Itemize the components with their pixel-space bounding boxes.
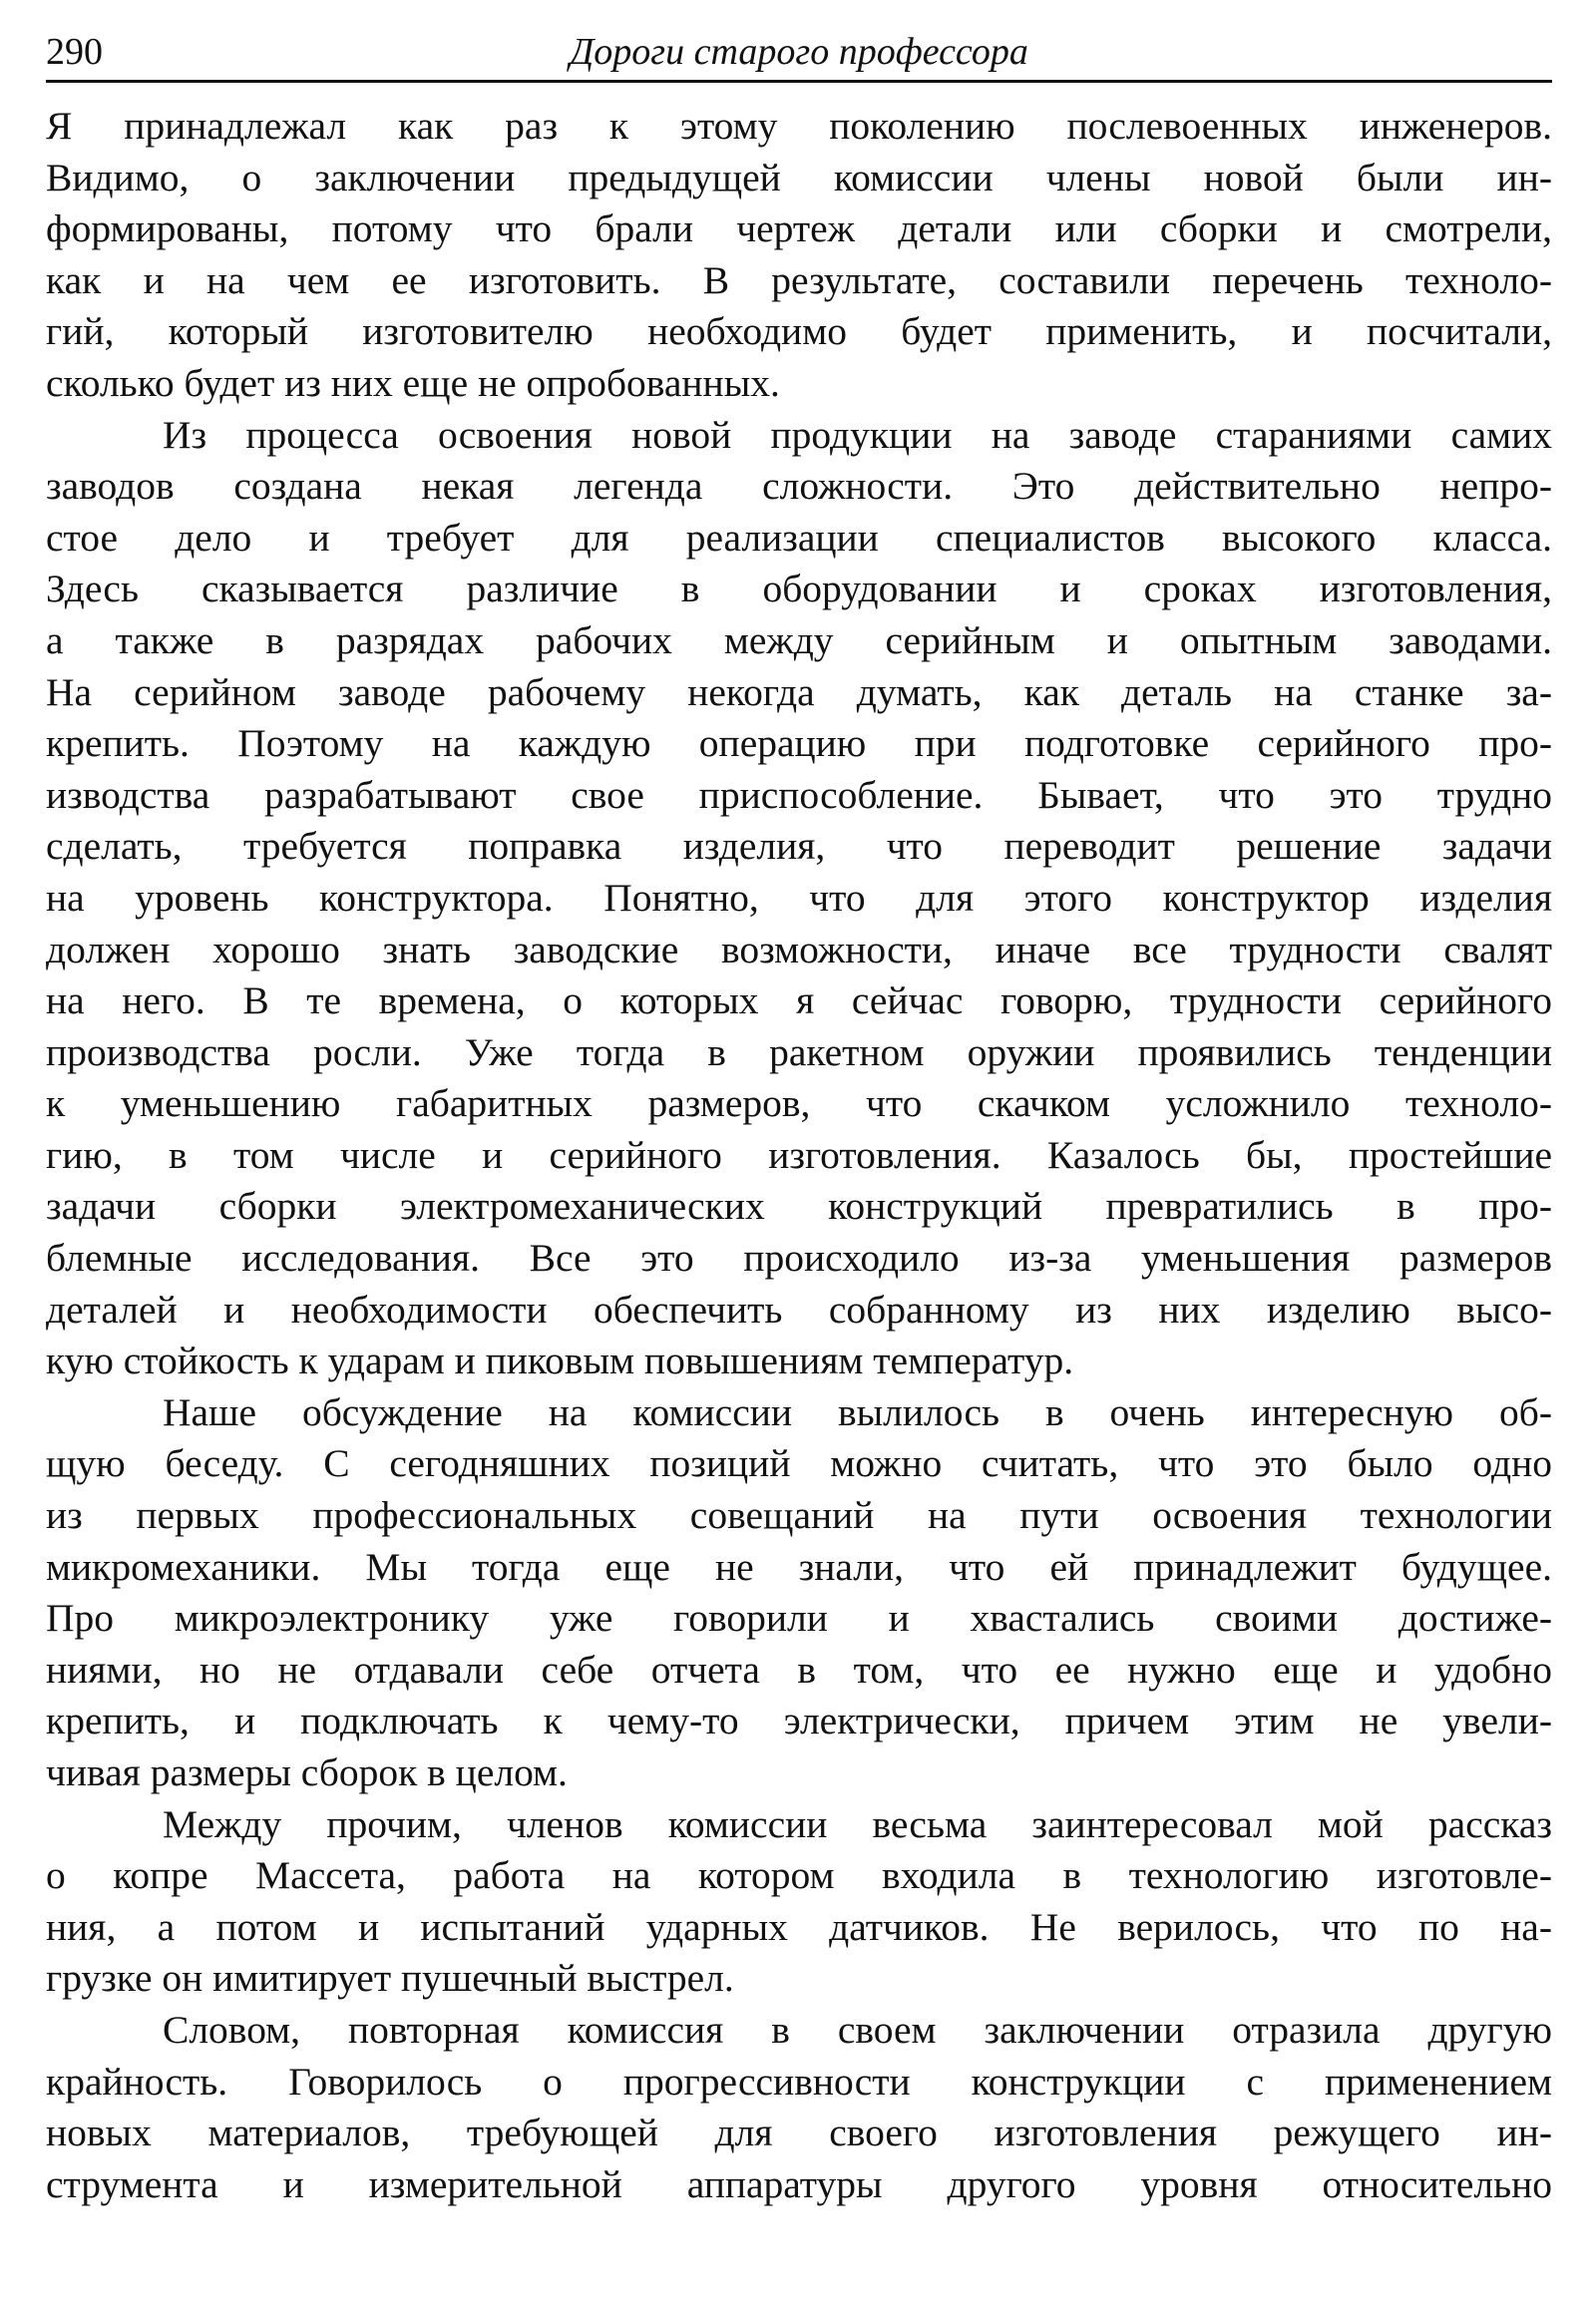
paragraph [46, 1387, 1552, 1799]
book-title: Дороги старого профессора [570, 31, 1028, 73]
book-page [46, 22, 1552, 2210]
text-line: микромеханики. Мы тогда еще не знали, что ей принадлежит будущее. [46, 1544, 1552, 1589]
text-line: к уменьшению габаритных размеров, что скачком усложнило техноло- [46, 1081, 1552, 1126]
body-text [46, 101, 1552, 2210]
text-line: крайность. Говорилось о прогрессивности конструкции с применением [46, 2059, 1552, 2104]
text-line: Здесь сказывается различие в оборудовании и сроках изготовления, [46, 567, 1552, 611]
paragraph [46, 410, 1552, 1387]
text-line: щую беседу. С сегодняшних позиций можно считать, что это было одно [46, 1441, 1552, 1486]
text-line: Про микроэлектронику уже говорили и хвастались своими достиже- [46, 1596, 1552, 1641]
text-line: Видимо, о заключении предыдущей комиссии члены новой были ин- [46, 155, 1552, 199]
text-line: а также в разрядах рабочих между серийным и опытным заводами. [46, 617, 1552, 662]
text-line: на него. В те времена, о которых я сейчас говорю, трудности серийного [46, 978, 1552, 1023]
text-line: задачи сборки электромеханических конструкций превратились в про- [46, 1184, 1552, 1229]
text-line: Из процесса освоения новой продукции на заводе стараниями самих [163, 412, 1552, 457]
text-line: Наше обсуждение на комиссии вылилось в очень интересную об- [163, 1389, 1552, 1434]
text-line: гию, в том числе и серийного изготовления. Казалось бы, простейшие [46, 1132, 1552, 1177]
text-line: Я принадлежал как раз к этому поколению послевоенных инженеров. [46, 104, 1552, 148]
text-line: изводства разрабатывают свое приспособление. Бывает, что это трудно [46, 772, 1552, 817]
text-line: сколько будет из них еще не опробованных. [46, 360, 780, 405]
text-line: на уровень конструктора. Понятно, что для этого конструктор изделия [46, 875, 1552, 920]
paragraph [46, 2005, 1552, 2210]
text-line: сделать, требуется поправка изделия, что переводит решение задачи [46, 824, 1552, 869]
text-line: гий, который изготовителю необходимо будет применить, и посчитали, [46, 309, 1552, 354]
text-line: производства росли. Уже тогда в ракетном оружии проявились тенденции [46, 1029, 1552, 1074]
text-line: из первых профессиональных совещаний на пути освоения технологии [46, 1493, 1552, 1538]
text-line: деталей и необходимости обеспечить собранному из них изделию высо- [46, 1287, 1552, 1332]
text-line: формированы, потому что брали чертеж детали или сборки и смотрели, [46, 206, 1552, 251]
paragraph [46, 1799, 1552, 2005]
text-line: кую стойкость к ударам и пиковым повышениям температур. [46, 1339, 1074, 1383]
running-head [46, 22, 1552, 83]
text-line: Словом, повторная комиссия в своем заключении отразила другую [163, 2007, 1552, 2052]
text-line: как и на чем ее изготовить. В результате, составили перечень техноло- [46, 257, 1552, 302]
text-line: заводов создана некая легенда сложности. Это действительно непро- [46, 464, 1552, 509]
text-line: должен хорошо знать заводские возможности, иначе все трудности свалят [46, 927, 1552, 971]
text-line: блемные исследования. Все это происходило из-за уменьшения размеров [46, 1236, 1552, 1281]
text-line: новых материалов, требующей для своего изготовления режущего ин- [46, 2111, 1552, 2155]
text-line: стое дело и требует для реализации специалистов высокого класса. [46, 515, 1552, 560]
text-line: чивая размеры сборок в целом. [46, 1750, 568, 1794]
text-line: Между прочим, членов комиссии весьма заинтересовал мой рассказ [163, 1801, 1552, 1846]
text-line: крепить, и подключать к чему-то электрически, причем этим не увели- [46, 1699, 1552, 1743]
page-number: 290 [46, 31, 103, 73]
text-line: ния, а потом и испытаний ударных датчиков. Не верилось, что по на- [46, 1904, 1552, 1949]
text-line: крепить. Поэтому на каждую операцию при подготовке серийного про- [46, 721, 1552, 766]
text-line: грузке он имитирует пушечный выстрел. [46, 1956, 734, 2001]
text-line: ниями, но не отдавали себе отчета в том, что ее нужно еще и удобно [46, 1647, 1552, 1692]
text-line: о копре Массета, работа на котором входила в технологию изготовле- [46, 1853, 1552, 1898]
text-line: На серийном заводе рабочему некогда думать, как деталь на станке за- [46, 669, 1552, 714]
paragraph [46, 101, 1552, 410]
text-line: струмента и измерительной аппаратуры другого уровня относительно [46, 2161, 1552, 2206]
